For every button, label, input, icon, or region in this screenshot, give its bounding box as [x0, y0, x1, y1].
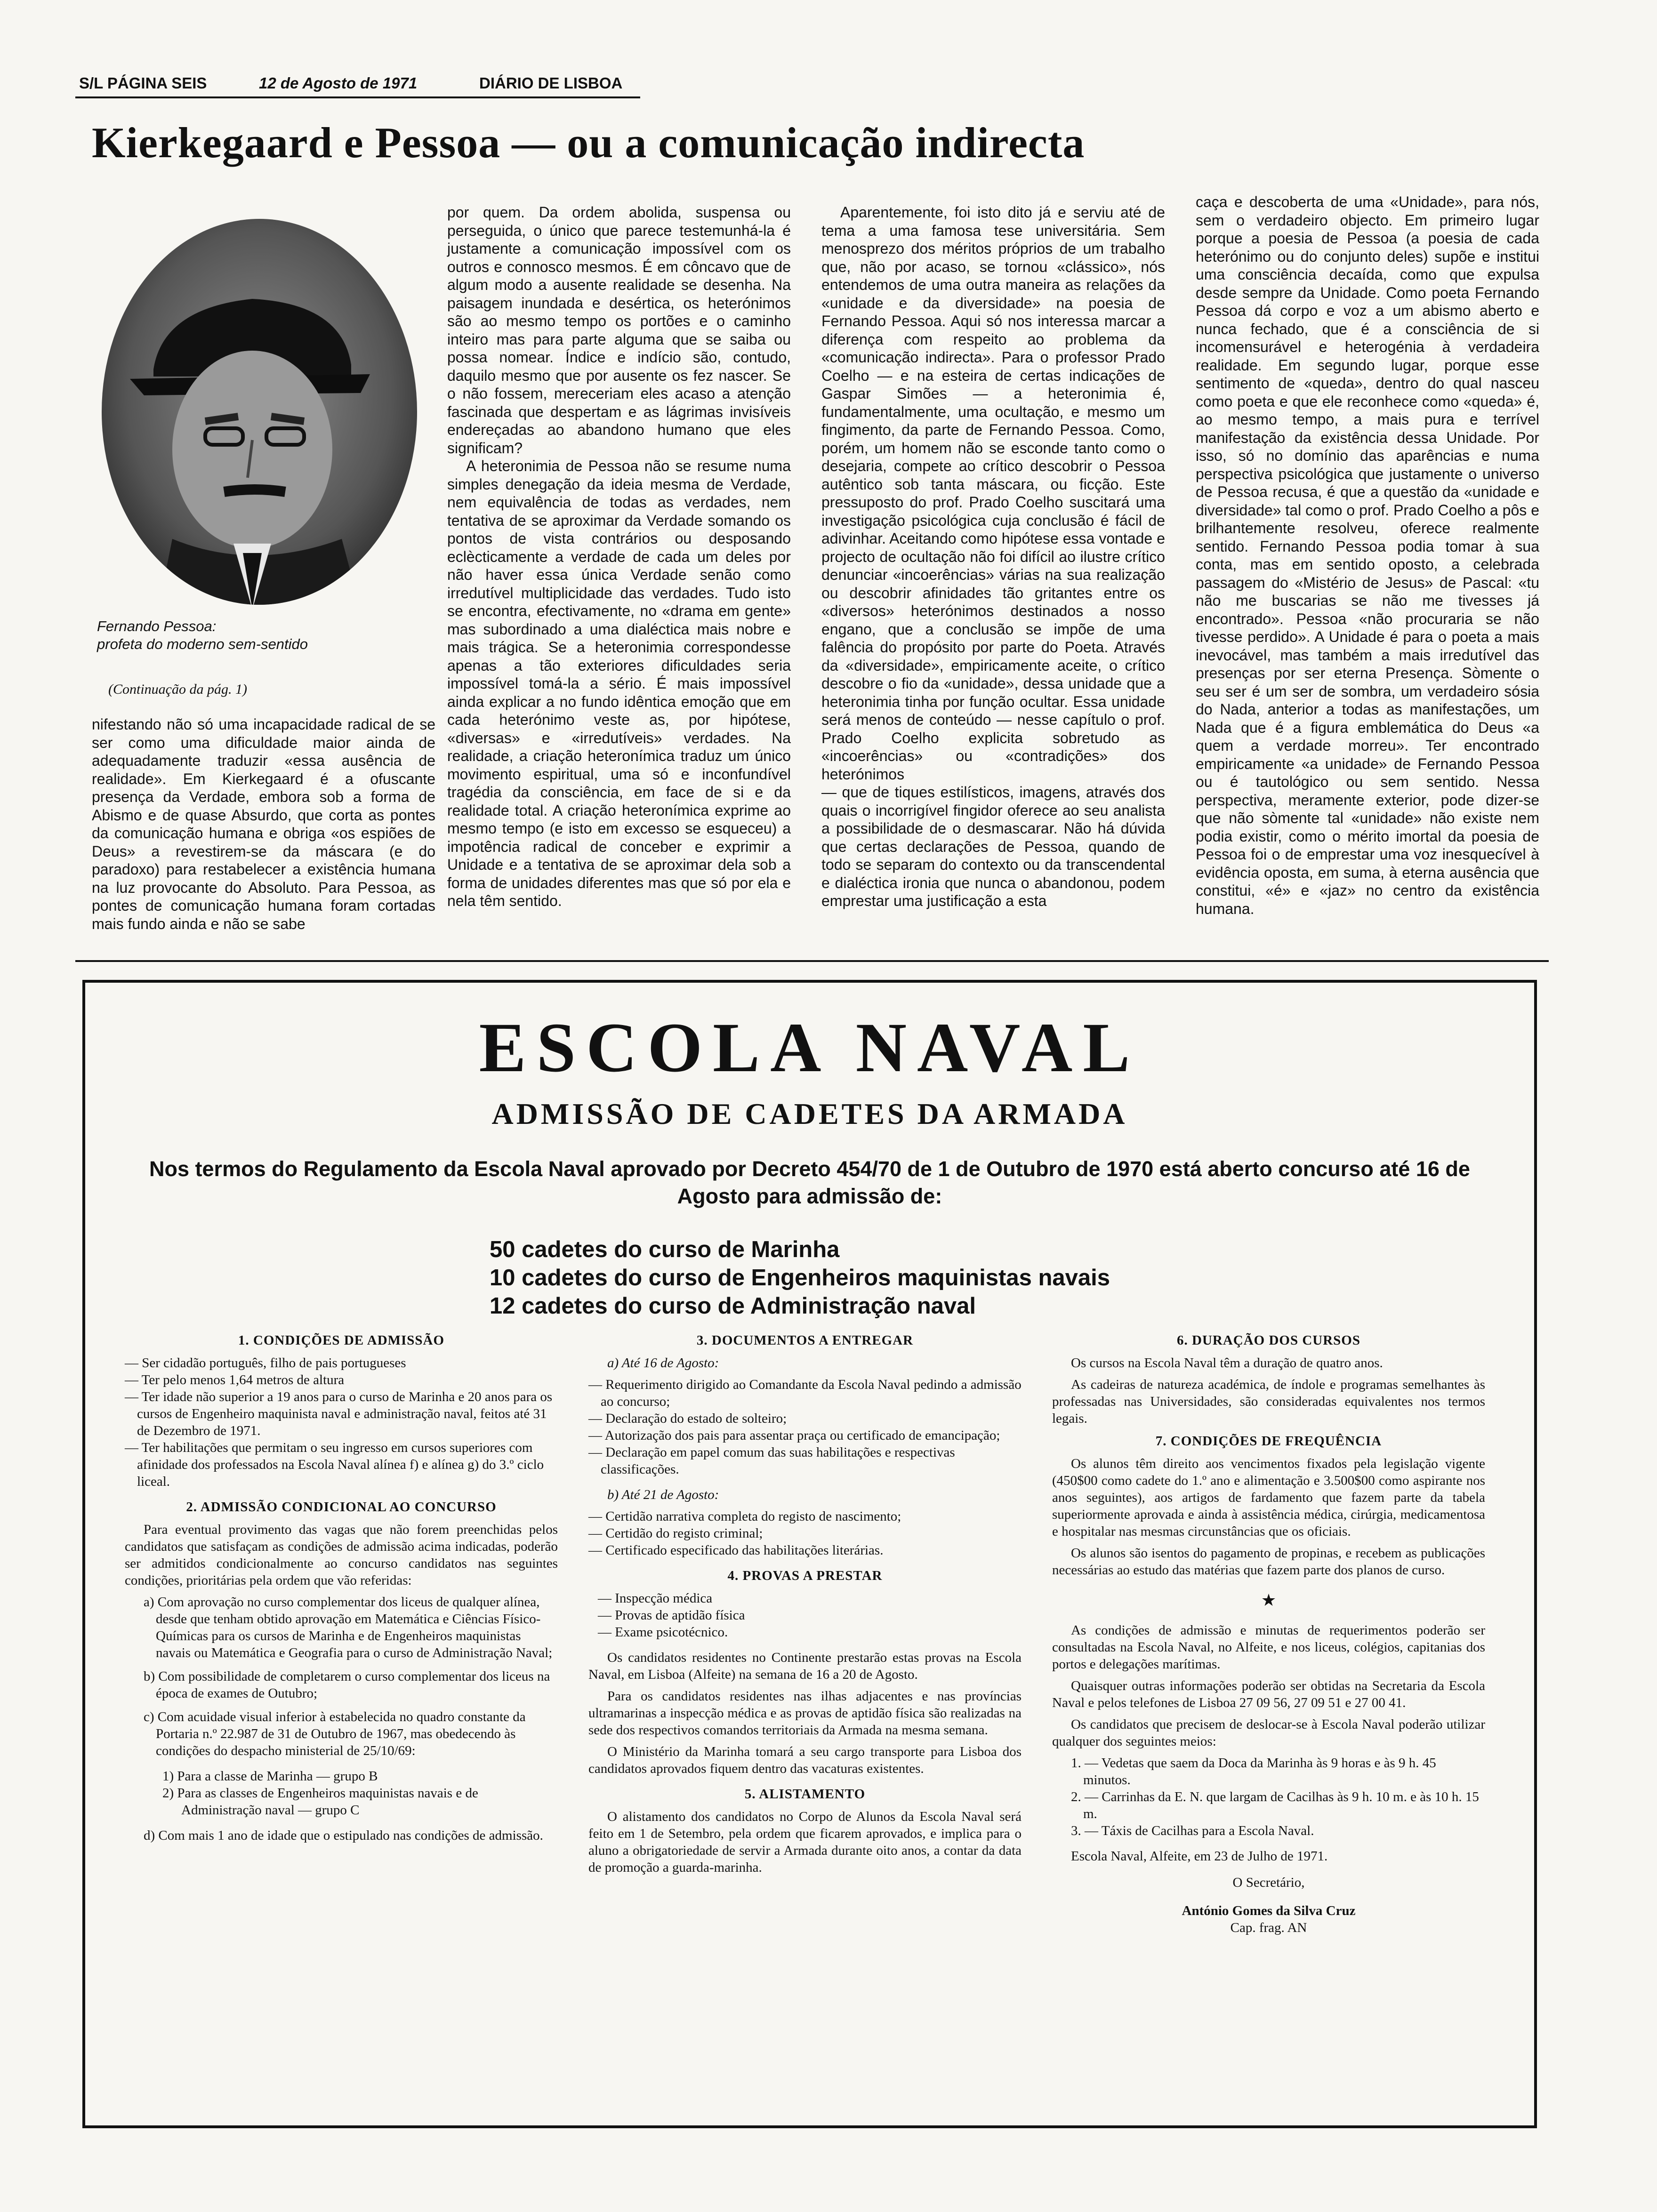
- paragraph: Os cursos na Escola Naval têm a duração de quatro anos.: [1071, 1355, 1383, 1370]
- paragraph: Quaisquer outras informações poderão ser obtidas na Secretaria da Escola Naval e pelos telefones de Lisboa 27 09 56, 27 09 51 e 27 00 41.: [1052, 1678, 1485, 1710]
- list-item: — Requerimento dirigido ao Comandante da Escola Naval pedindo a admissão ao concurso;: [588, 1377, 1022, 1409]
- article-column-4: [1196, 193, 1539, 918]
- list-item: — Inspecção médica: [598, 1591, 713, 1606]
- article-column-3: [821, 203, 1165, 910]
- subheading: b) Até 21 de Agosto:: [607, 1487, 719, 1502]
- list-item: — Declaração em papel comum das suas habilitações e respectivas classificações.: [588, 1445, 955, 1477]
- list-item: — Provas de aptidão física: [598, 1608, 745, 1623]
- paragraph: Os alunos são isentos do pagamento de propinas, e recebem as publicações necessárias ao estudo das matérias que fazem parte dos planos de curso.: [1052, 1546, 1485, 1578]
- continuation-note: (Continuação da pág. 1): [108, 681, 247, 697]
- page-number: S/L PÁGINA SEIS: [79, 74, 207, 92]
- paragraph: A heteronimia de Pessoa não se resume numa simples denegação da ideia mesma de Verdade, nem equivalência de todas as verdades, nem tentativa de se aproximar da Verdade somando os pontos de vista contrários ou desposando eclècticamente a verdade de cada um deles por não haver essa única Verdade senão como irredutível multiplicidade das verdades. Tudo isto se encontra, efectivamente, no «drama em gente» mas subordinado a uma dialéctica mais nobre e mais trágica. Se a heteronimia correspondesse apenas a tão exteriores dificuldades seria impossível tomá-la a sério. É mais impossível ainda explicar a no fundo idêntica emoção que em cada heterónimo veste as, por hipótese, «diversas» e «irredutíveis» verdades. Na realidade, a criação heteronímica traduz um único movimento espiritual, uma só e inconfundível tragédia da consciência, em face de si e da realidade total. A criação heteronímica exprime ao mesmo tempo (e isto em excesso se esqueceu) a impotência radical de conceber e exprimir a Unidade e a tentativa de se aproximar dela sob a forma de unidades diferentes mas que só por ela e nela têm sentido.: [447, 457, 791, 909]
- list-item: 2) Para as classes de Engenheiros maquinistas navais e de Administração naval — grupo C: [162, 1786, 478, 1818]
- paragraph: — que de tiques estilísticos, imagens, através dos quais o incorrigível fingidor oferece ao seu analista a possibilidade de o desmascarar. Não há dúvida que certas declarações de Pessoa, quando de todo se separam do contexto ou da transcendental e dialéctica ironia que nunca o abandonou, podem emprestar uma justificação a esta: [821, 784, 1165, 909]
- list-item: b) Com possibilidade de completarem o curso complementar dos liceus na época de exames de Outubro;: [144, 1669, 550, 1701]
- article-column-1: [92, 715, 435, 933]
- ad-column-2: [588, 1332, 1022, 1881]
- list-item: 1. — Vedetas que saem da Doca da Marinha às 9 horas e às 9 h. 45 minutos.: [1071, 1755, 1436, 1787]
- article-title: Kierkegaard e Pessoa — ou a comunicação indirecta: [92, 119, 1085, 167]
- paragraph: O alistamento dos candidatos no Corpo de Alunos da Escola Naval será feito em 1 de Setembro, pela ordem que ficarem aprovados, e implica para o aluno a obrigatoriedade de servir a Armada durante oito anos, a contar da data de promoção a guarda-marinha.: [588, 1809, 1022, 1875]
- ad-intro: Nos termos do Regulamento da Escola Naval aprovado por Decreto 454/70 de 1 de Outubro de 1970 está aberto concurso até 16 de Agosto para admissão de:: [149, 1157, 1470, 1208]
- list-item: — Certidão narrativa completa do registo de nascimento;: [588, 1509, 901, 1524]
- quota-engenheiros: 10 cadetes do curso de Engenheiros maquinistas navais: [490, 1265, 1110, 1290]
- ad-subtitle: ADMISSÃO DE CADETES DA ARMADA: [491, 1097, 1128, 1130]
- list-item: — Exame psicotécnico.: [598, 1625, 728, 1640]
- paragraph: Aparentemente, foi isto dito já e serviu até de tema a uma famosa tese universitária. Sem menosprezo dos méritos próprios de um trabalho que, não por acaso, se tornou «clássico», nós entendemos de uma outra maneira as relações da «unidade e da diversidade» na poesia de Fernando Pessoa. Aqui só nos interessa marcar a diferença com respeito ao problema da «comunicação indirecta». Para o professor Prado Coelho — e na esteira de certas indicações de Gaspar Simões — a heteronimia é, fundamentalmente, uma ocultação, e mesmo um fingimento, da parte de Fernando Pessoa. Como, porém, um homem não se esconde tanto como o desejaria, compete ao crítico descobrir o Pessoa autêntico sob tanta máscara, ou ficção. Este pressuposto do prof. Prado Coelho suscitará uma investigação psicológica cuja conclusão é fácil de adivinhar. Aceitando como hipótese essa vontade e projecto de ocultação não foi difícil ao ilustre crítico denunciar «incoerências» várias na sua realização ou descobrir afinidades tão gritantes entre os «diversos» heterónimos destinados a nosso engano, que a conclusão se impõe de uma falência do propósito por parte do Poeta. Através da «diversidade», empiricamente aceite, o crítico descobre o fio da «unidade», dessa unidade que a heteronimia tinha por função ocultar. Essa unidade será menos de conteúdo — nesse capítulo o prof. Prado Coelho explicita sobretudo as «incoerências» ou «contradições» dos heterónimos: [821, 204, 1165, 783]
- list-item: a) Com aprovação no curso complementar dos liceus de qualquer alínea, desde que tenham obtido aprovação em Matemática e Ciências Físico-Químicas para os cursos de Marinha e de Engenheiros maquinistas navais ou Matemática e Geografia para o curso de Administração Naval;: [144, 1595, 553, 1660]
- list-item: — Autorização dos pais para assentar praça ou certificado de emancipação;: [588, 1428, 1000, 1443]
- paragraph: caça e descoberta de uma «Unidade», para nós, sem o verdadeiro objecto. Em primeiro lugar porque a poesia de Pessoa (a poesia de cada heterónimo ou do conjunto deles) supõe e institui uma consciência decaída, como que expulsa desde sempre da Unidade. Como poeta Fernando Pessoa dá corpo e voz a um abismo aberto e nunca fechado, que é a consciência de si incomensurável e heterogénia à verdadeira realidade. Em segundo lugar, porque esse sentimento de «queda», dentro do qual nasceu como poeta e que ele reconhece como «queda» é, ao mesmo tempo, a mais pura e terrível manifestação da existência dessa Unidade. Por isso, só no domínio das aparências e numa perspectiva psicológica que justamente o universo de Pessoa recusa, é que a questão da «unidade e diversidade» tal como o prof. Prado Coelho a pôs e brilhantemente resolveu, oferece realmente sentido. Fernando Pessoa podia tomar à sua conta, mas em sentido oposto, a celebrada passagem do «Mistério de Jesus» de Pascal: «tu não me buscarias se não me tivesses já encontrado». Pessoa «não procuraria se não tivesse perdido». A Unidade é para o poeta a mais inevocável, mas também a mais irredutível das presenças por ser eterna Presença. Sòmente o seu ser é um ser de sombra, um verdadeiro sósia do Nada, anterior a todas as manifestações, um Nada que é a figura emblemática do Deus «a quem a verdade morreu». Ter encontrado empiricamente «a unidade» de Fernando Pessoa ou é tautológico ou sem sentido. Nessa perspectiva, meramente exterior, pode dizer-se que não sòmente tal «unidade» não existe nem podia existir, como o mérito imortal da poesia de Pessoa foi o de emprestar uma voz inesquecível à evidência oposta, em suma, à eterna ausência que constitui, «é» e «jaz» no centro da existência humana.: [1196, 193, 1539, 917]
- photo-caption: [97, 617, 308, 653]
- paragraph: Para os candidatos residentes nas ilhas adjacentes e nas províncias ultramarinas a inspecção médica e as provas de aptidão física são realizadas na sede dos respectivos comandos territoriais da Armada na mesma semana.: [588, 1689, 1022, 1738]
- list-item: c) Com acuidade visual inferior à estabelecida no quadro constante da Portaria n.º 22.987 de 31 de Outubro de 1967, mas obedecendo às condições do despacho ministerial de 25/10/69:: [144, 1709, 526, 1758]
- subheading: a) Até 16 de Agosto:: [607, 1355, 719, 1370]
- section-heading: 7. CONDIÇÕES DE FREQUÊNCIA: [1155, 1434, 1382, 1449]
- paragraph: Para eventual provimento das vagas que não forem preenchidas pelos candidatos que satisfaçam as condições de admissão acima indicadas, poderão ser admitidos condicionalmente ao concurso candidatos nas seguintes condições, prioritárias pela ordem que vão referidas:: [125, 1522, 558, 1588]
- section-heading: 6. DURAÇÃO DOS CURSOS: [1177, 1333, 1360, 1348]
- paragraph: As condições de admissão e minutas de requerimentos poderão ser consultadas na Escola Naval, no Alfeite, e nos liceus, colégios, capitanias dos portos e delegações marítimas.: [1052, 1623, 1485, 1672]
- list-item: 1) Para a classe de Marinha — grupo B: [162, 1769, 378, 1784]
- list-item: — Ter habilitações que permitam o seu ingresso em cursos superiores com afinidade dos professados na Escola Naval alínea f) e alínea g) do 3.º ciclo liceal.: [125, 1440, 544, 1489]
- paragraph: Os candidatos que precisem de deslocar-se à Escola Naval poderão utilizar qualquer dos seguintes meios:: [1052, 1717, 1485, 1749]
- newspaper-name: DIÁRIO DE LISBOA: [479, 74, 623, 92]
- section-heading: 2. ADMISSÃO CONDICIONAL AO CONCURSO: [186, 1499, 497, 1515]
- list-item: — Certidão do registo criminal;: [588, 1526, 763, 1541]
- ad-column-3: [1052, 1332, 1485, 1936]
- list-item: — Certificado especificado das habilitações literárias.: [588, 1543, 884, 1558]
- list-item: 2. — Carrinhas da E. N. que largam de Cacilhas às 9 h. 10 m. e às 10 h. 15 m.: [1071, 1789, 1479, 1821]
- paragraph: O Ministério da Marinha tomará a seu cargo transporte para Lisboa dos candidatos aprovados fiquem dentro das vacaturas existentes.: [588, 1744, 1022, 1776]
- paragraph: nifestando não só uma incapacidade radical de se ser como uma dificuldade maior ainda de adequadamente traduzir «essa ausência de realidade». Em Kierkegaard é a ofuscante presença da Verdade, embora sob a forma de Abismo e de quase Absurdo, que corta as pontes da comunicação humana e obriga «os espiões de Deus» a revestirem-se da máscara (e do paradoxo) para restabelecer a existência humana na luz provocante do Absoluto. Para Pessoa, as pontes de comunicação humana foram cortadas mais fundo ainda e não se sabe: [92, 716, 435, 932]
- header-rule: [75, 96, 640, 98]
- section-heading: 1. CONDIÇÕES DE ADMISSÃO: [238, 1333, 445, 1348]
- list-item: — Ter idade não superior a 19 anos para o curso de Marinha e 20 anos para os cursos de Engenheiro maquinista naval e administração naval, feitos até 31 de Dezembro de 1971.: [125, 1389, 553, 1438]
- quota-marinha: 50 cadetes do curso de Marinha: [490, 1237, 840, 1262]
- caption-line-1: Fernando Pessoa:: [97, 618, 217, 634]
- ad-title: ESCOLA NAVAL: [479, 1009, 1141, 1087]
- portrait-image: [97, 214, 422, 609]
- paragraph: por quem. Da ordem abolida, suspensa ou perseguida, o único que parece testemunhá-la é justamente a comunicação impossível com os outros e connosco mesmos. É em côncavo que de algum modo a ausente realidade se desenha. Na paisagem inundada e desértica, os heterónimos são ao mesmo tempo os portões e o caminho inteiro mas para parte alguma que se saiba ou possa nomear. Índice e indício são, contudo, daquilo mesmo que por ausente os fez nascer. Se o não fossem, mereceriam eles acaso a atenção fascinada que despertam e as lágrimas invisíveis endereçadas ao abandono humano que eles significam?: [447, 204, 791, 457]
- paragraph: Os candidatos residentes no Continente prestarão estas provas na Escola Naval, em Lisboa (Alfeite) na semana de 16 a 20 de Agosto.: [588, 1650, 1022, 1682]
- caption-line-2: profeta do moderno sem-sentido: [97, 636, 308, 652]
- list-item: 3. — Táxis de Cacilhas para a Escola Naval.: [1071, 1823, 1314, 1838]
- paragraph: As cadeiras de natureza académica, de índole e programas semelhantes às professadas nas Universidades, são consideradas equivalentes nos termos legais.: [1052, 1377, 1485, 1426]
- signature-name: António Gomes da Silva Cruz: [1182, 1903, 1356, 1918]
- portrait-photo: [97, 214, 422, 609]
- article-column-2: [447, 203, 791, 910]
- section-heading: 3. DOCUMENTOS A ENTREGAR: [696, 1333, 914, 1348]
- signature-rank: Cap. frag. AN: [1230, 1920, 1307, 1935]
- page-header: [79, 74, 639, 95]
- quota-administracao: 12 cadetes do curso de Administração naval: [490, 1293, 976, 1319]
- place-date: Escola Naval, Alfeite, em 23 de Julho de 1971.: [1071, 1849, 1328, 1864]
- section-divider: [75, 960, 1549, 962]
- list-item: d) Com mais 1 ano de idade que o estipulado nas condições de admissão.: [144, 1828, 543, 1843]
- secretary-label: O Secretário,: [1232, 1875, 1305, 1890]
- ad-quotas: [490, 1235, 1337, 1320]
- list-item: — Ser cidadão português, filho de pais portugueses: [125, 1355, 406, 1370]
- list-item: — Ter pelo menos 1,64 metros de altura: [125, 1372, 345, 1387]
- section-heading: 4. PROVAS A PRESTAR: [727, 1568, 883, 1583]
- section-heading: 5. ALISTAMENTO: [744, 1787, 866, 1802]
- paragraph: Os alunos têm direito aos vencimentos fixados pela legislação vigente (450$00 como cadete do 1.º ano e alimentação e 3.500$00 como aspirante nos anos seguintes), aos artigos de fardamento que fazem parte da tabela superiormente aprovada e ainda à assistência médica, cirúrgia, medicamentosa e hospitalar nas mesmas circunstâncias que os oficiais.: [1052, 1456, 1485, 1539]
- issue-date: 12 de Agosto de 1971: [259, 74, 418, 92]
- star-separator: ★: [1261, 1591, 1277, 1610]
- list-item: — Declaração do estado de solteiro;: [588, 1411, 787, 1426]
- ad-column-1: [125, 1332, 558, 1852]
